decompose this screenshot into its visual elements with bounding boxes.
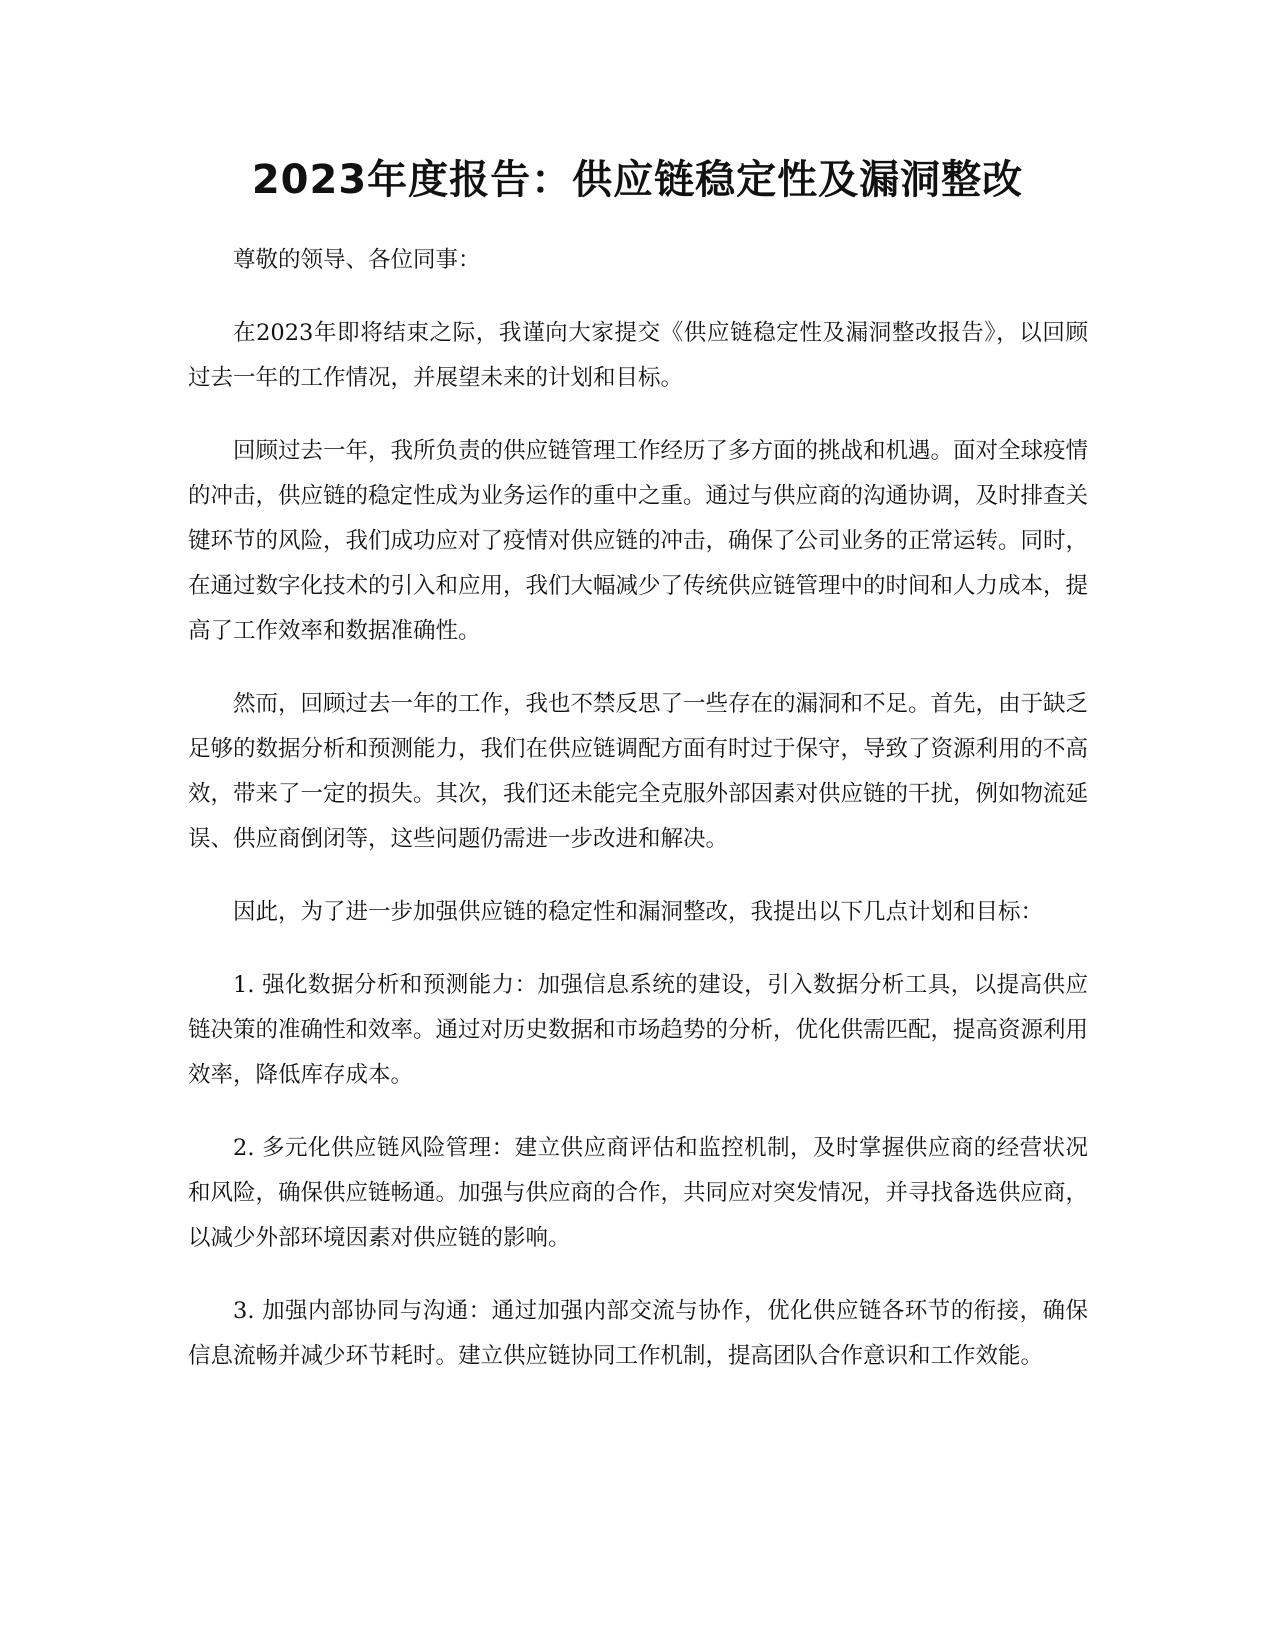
plan-item-1: 1. 强化数据分析和预测能力：加强信息系统的建设，引入数据分析工具，以提高供应链决策的准确性和效率。通过对历史数据和市场趋势的分析，优化供需匹配，提高资源利用效率，降低库存成本。 [188, 972, 1089, 1088]
intro-paragraph: 在2023年即将结束之际，我谨向大家提交《供应链稳定性及漏洞整改报告》，以回顾过去一年的工作情况，并展望未来的计划和目标。 [188, 320, 1088, 391]
document-title: 2023年度报告：供应链稳定性及漏洞整改 [251, 157, 1024, 203]
plan-item-3: 3. 加强内部协同与沟通：通过加强内部交流与协作，优化供应链各环节的衔接，确保信息流畅并减少环节耗时。建立供应链协同工作机制，提高团队合作意识和工作效能。 [188, 1298, 1088, 1369]
plan-item-2: 2. 多元化供应链风险管理：建立供应商评估和监控机制，及时掌握供应商的经营状况和风险，确保供应链畅通。加强与供应商的合作，共同应对突发情况，并寻找备选供应商，以减少外部环境因素对供应链的影响。 [188, 1135, 1089, 1251]
plan-intro-paragraph: 因此，为了进一步加强供应链的稳定性和漏洞整改，我提出以下几点计划和目标： [233, 899, 1044, 925]
reflection-paragraph: 然而，回顾过去一年的工作，我也不禁反思了一些存在的漏洞和不足。首先，由于缺乏足够的数据分析和预测能力，我们在供应链调配方面有时过于保守，导致了资源利用的不高效，带来了一定的损失。其次，我们还未能完全克服外部因素对供应链的干扰，例如物流延误、供应商倒闭等，这些问题仍需进一步改进和解决。 [188, 691, 1089, 852]
document-body [188, 238, 1088, 1407]
review-paragraph: 回顾过去一年，我所负责的供应链管理工作经历了多方面的挑战和机遇。面对全球疫情的冲击，供应链的稳定性成为业务运作的重中之重。通过与供应商的沟通协调，及时排查关键环节的风险，我们成功应对了疫情对供应链的冲击，确保了公司业务的正常运转。同时，在通过数字化技术的引入和应用，我们大幅减少了传统供应链管理中的时间和人力成本，提高了工作效率和数据准确性。 [188, 438, 1089, 644]
salutation-paragraph: 尊敬的领导、各位同事： [233, 247, 481, 273]
